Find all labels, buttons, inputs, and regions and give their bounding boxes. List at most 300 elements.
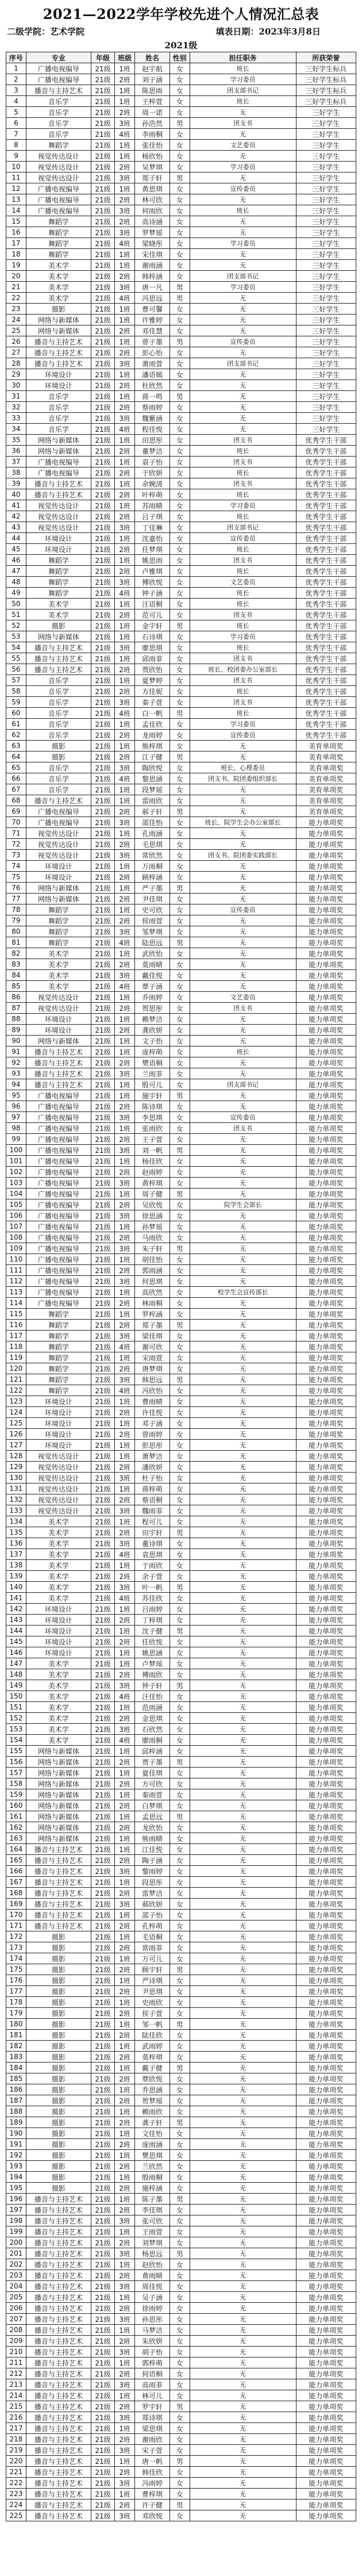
cell-honor: 三好学生 — [296, 282, 356, 293]
cell-class: 2班 — [115, 872, 135, 883]
cell-honor: 能力单项奖 — [296, 2019, 356, 2030]
cell-grade: 21级 — [91, 1385, 114, 1396]
cell-no: 80 — [6, 926, 26, 937]
cell-grade: 21级 — [91, 478, 114, 489]
cell-grade: 21级 — [91, 1101, 114, 1112]
cell-honor: 能力单项奖 — [296, 1636, 356, 1647]
cell-class: 2班 — [115, 467, 135, 478]
cell-no: 104 — [6, 1189, 26, 1199]
cell-honor: 三好学生 — [296, 391, 356, 402]
cell-name: 韩佳欣 — [135, 2467, 170, 2478]
cell-class: 2班 — [115, 74, 135, 85]
cell-class: 3班 — [115, 1068, 135, 1079]
cell-grade: 21级 — [91, 566, 114, 577]
cell-sex: 女 — [170, 1483, 190, 1494]
cell-sex: 女 — [170, 1986, 190, 1997]
cell-no: 92 — [6, 1057, 26, 1068]
table-row — [6, 664, 356, 675]
cell-class: 1班 — [115, 2084, 135, 2095]
cell-name: 叶一帆 — [135, 1582, 170, 1593]
cell-name: 田宇轩 — [135, 1527, 170, 1538]
cell-grade: 21级 — [91, 2489, 114, 2500]
cell-sex: 女 — [170, 1899, 190, 1910]
cell-sex: 女 — [170, 2358, 190, 2368]
cell-sex: 女 — [170, 1953, 190, 1964]
cell-major: 广播电视编导 — [26, 1156, 91, 1167]
column-header-role: 担任职务 — [190, 52, 296, 63]
cell-grade: 21级 — [91, 1844, 114, 1855]
cell-class: 1班 — [115, 315, 135, 325]
table-row — [6, 140, 356, 151]
cell-grade: 21级 — [91, 467, 114, 478]
cell-major: 摄影 — [26, 741, 91, 752]
cell-name: 乔思涵 — [135, 2084, 170, 2095]
cell-no: 99 — [6, 1134, 26, 1145]
cell-class: 2班 — [115, 2095, 135, 2106]
table-row — [6, 992, 356, 1003]
cell-no: 32 — [6, 402, 26, 413]
cell-name: 刘一帆 — [135, 1145, 170, 1156]
cell-class: 2班 — [115, 489, 135, 500]
cell-role: 无 — [190, 2347, 296, 2358]
cell-role: 无 — [190, 1243, 296, 1254]
cell-name: 刘子涵 — [135, 74, 170, 85]
cell-class: 3班 — [115, 522, 135, 533]
cell-class: 2班 — [115, 1757, 135, 1768]
cell-no: 90 — [6, 1036, 26, 1046]
cell-class: 2班 — [115, 1199, 135, 1210]
cell-class: 1班 — [115, 1123, 135, 1134]
table-row — [6, 1735, 356, 1746]
cell-grade: 21级 — [91, 2510, 114, 2521]
cell-no: 217 — [6, 2423, 26, 2434]
cell-sex: 女 — [170, 2041, 190, 2052]
table-row — [6, 1757, 356, 1768]
cell-class: 1班 — [115, 304, 135, 315]
cell-major: 美术学 — [26, 282, 91, 293]
cell-honor: 三好学生标兵 — [296, 63, 356, 74]
cell-sex: 女 — [170, 1199, 190, 1210]
cell-major: 广播电视编导 — [26, 1243, 91, 1254]
cell-role: 无 — [190, 806, 296, 817]
cell-major: 广播电视编导 — [26, 1101, 91, 1112]
column-header-sex: 性别 — [170, 52, 190, 63]
cell-honor: 能力单项奖 — [296, 1757, 356, 1768]
cell-name: 龚子轩 — [135, 2117, 170, 2128]
cell-grade: 21级 — [91, 1560, 114, 1571]
cell-honor: 优秀学生干部 — [296, 610, 356, 620]
cell-no: 188 — [6, 2106, 26, 2117]
cell-no: 212 — [6, 2368, 26, 2379]
cell-no: 67 — [6, 784, 26, 795]
cell-role: 团支书 — [190, 457, 296, 467]
table-row — [6, 1964, 356, 1975]
cell-honor: 能力单项奖 — [296, 904, 356, 915]
table-row — [6, 970, 356, 981]
cell-class: 1班 — [115, 828, 135, 839]
cell-role: 无 — [190, 795, 296, 806]
cell-name: 梁佳琪 — [135, 1331, 170, 1341]
cell-no: 107 — [6, 1221, 26, 1232]
cell-sex: 女 — [170, 1877, 190, 1888]
cell-honor: 能力单项奖 — [296, 1123, 356, 1134]
cell-major: 广播电视编导 — [26, 74, 91, 85]
cell-major: 摄影 — [26, 2106, 91, 2117]
cell-no: 22 — [6, 293, 26, 304]
cell-grade: 21级 — [91, 1964, 114, 1975]
cell-no: 113 — [6, 1287, 26, 1298]
cell-no: 189 — [6, 2117, 26, 2128]
cell-role: 团支书 — [190, 478, 296, 489]
cell-sex: 女 — [170, 2150, 190, 2161]
cell-class: 3班 — [115, 2281, 135, 2292]
table-row — [6, 1713, 356, 1724]
cell-name: 许佳悦 — [135, 1407, 170, 1418]
cell-grade: 21级 — [91, 2019, 114, 2030]
cell-major: 广播电视编导 — [26, 1189, 91, 1199]
cell-major: 舞蹈学 — [26, 140, 91, 151]
table-row — [6, 675, 356, 686]
cell-class: 3班 — [115, 1112, 135, 1123]
cell-grade: 21级 — [91, 2368, 114, 2379]
cell-no: 108 — [6, 1232, 26, 1243]
cell-no: 223 — [6, 2489, 26, 2500]
cell-name: 戴佳悦 — [135, 970, 170, 981]
cell-role: 无 — [190, 1254, 296, 1265]
table-row — [6, 238, 356, 249]
honors-table — [6, 52, 356, 2521]
cell-role: 无 — [190, 2030, 296, 2041]
cell-major: 视觉传达设计 — [26, 522, 91, 533]
cell-grade: 21级 — [91, 1473, 114, 1483]
cell-honor: 能力单项奖 — [296, 1778, 356, 1789]
cell-honor: 能力单项奖 — [296, 839, 356, 850]
cell-sex: 女 — [170, 981, 190, 992]
cell-honor: 能力单项奖 — [296, 1942, 356, 1953]
cell-honor: 能力单项奖 — [296, 2139, 356, 2150]
cell-class: 3班 — [115, 970, 135, 981]
table-row — [6, 227, 356, 238]
cell-no: 192 — [6, 2150, 26, 2161]
cell-role: 无 — [190, 347, 296, 358]
cell-name: 孟思远 — [135, 1811, 170, 1822]
cell-sex: 女 — [170, 2183, 190, 2194]
cell-honor: 能力单项奖 — [296, 2347, 356, 2358]
cell-role: 无 — [190, 1746, 296, 1757]
table-row — [6, 2423, 356, 2434]
cell-no: 69 — [6, 806, 26, 817]
cell-grade: 21级 — [91, 2041, 114, 2052]
table-row — [6, 63, 356, 74]
document-title: 2021—2022学年学校先进个人情况汇总表 — [43, 6, 319, 22]
cell-role: 无 — [190, 172, 296, 183]
cell-grade: 21级 — [91, 85, 114, 96]
table-row — [6, 1604, 356, 1615]
cell-name: 侯雨萱 — [135, 915, 170, 926]
table-row — [6, 118, 356, 129]
cell-honor: 三好学生 — [296, 424, 356, 435]
cell-no: 170 — [6, 1910, 26, 1920]
cell-name: 侯子萱 — [135, 2008, 170, 2019]
cell-sex: 女 — [170, 1538, 190, 1549]
cell-honor: 能力单项奖 — [296, 1811, 356, 1822]
table-row — [6, 2325, 356, 2336]
cell-no: 161 — [6, 1811, 26, 1822]
cell-grade: 21级 — [91, 325, 114, 336]
cell-grade: 21级 — [91, 653, 114, 664]
cell-sex: 男 — [170, 1626, 190, 1636]
cell-class: 1班 — [115, 631, 135, 642]
cell-grade: 21级 — [91, 2358, 114, 2368]
cell-sex: 男 — [170, 172, 190, 183]
cell-sex: 女 — [170, 1167, 190, 1178]
cell-name: 许子健 — [135, 2500, 170, 2510]
table-row — [6, 325, 356, 336]
table-row — [6, 1134, 356, 1145]
table-row — [6, 872, 356, 883]
cell-sex: 女 — [170, 970, 190, 981]
cell-no: 20 — [6, 271, 26, 282]
cell-sex: 男 — [170, 1582, 190, 1593]
cell-major: 摄影 — [26, 2030, 91, 2041]
table-row — [6, 2379, 356, 2390]
cell-honor: 能力单项奖 — [296, 2008, 356, 2019]
cell-role: 班长 — [190, 588, 296, 599]
cell-honor: 能力单项奖 — [296, 861, 356, 872]
cell-role: 无 — [190, 216, 296, 227]
cell-no: 63 — [6, 741, 26, 752]
cell-sex: 男 — [170, 118, 190, 129]
cell-sex: 女 — [170, 457, 190, 467]
cell-class: 2班 — [115, 2008, 135, 2019]
cell-no: 86 — [6, 992, 26, 1003]
cell-major: 视觉传达设计 — [26, 162, 91, 172]
cell-honor: 能力单项奖 — [296, 1582, 356, 1593]
cell-name: 尹佳琪 — [135, 894, 170, 904]
cell-role: 无 — [190, 1298, 296, 1309]
cell-honor: 能力单项奖 — [296, 2489, 356, 2500]
cell-name: 覃子涵 — [135, 981, 170, 992]
cell-grade: 21级 — [91, 2150, 114, 2161]
cell-role: 学习委员 — [190, 282, 296, 293]
cell-honor: 优秀学生干部 — [296, 675, 356, 686]
cell-name: 潘欣妍 — [135, 1462, 170, 1473]
cell-grade: 21级 — [91, 1025, 114, 1036]
cell-class: 1班 — [115, 1046, 135, 1057]
cell-name: 赵雨婷 — [135, 1167, 170, 1178]
cell-no: 173 — [6, 1942, 26, 1953]
cell-grade: 21级 — [91, 1134, 114, 1145]
cell-major: 摄影 — [26, 1942, 91, 1953]
cell-honor: 能力单项奖 — [296, 1571, 356, 1582]
cell-grade: 21级 — [91, 1647, 114, 1658]
cell-class: 2班 — [115, 610, 135, 620]
cell-name: 殷可儿 — [135, 1079, 170, 1090]
cell-class: 1班 — [115, 1658, 135, 1669]
cell-honor: 能力单项奖 — [296, 1145, 356, 1156]
cell-class: 3班 — [115, 1582, 135, 1593]
cell-major: 视觉传达设计 — [26, 1003, 91, 1014]
cell-no: 144 — [6, 1626, 26, 1636]
cell-class: 3班 — [115, 2347, 135, 2358]
table-row — [6, 1669, 356, 1680]
cell-major: 播音与主持艺术 — [26, 2358, 91, 2368]
table-row — [6, 1975, 356, 1986]
cell-no: 155 — [6, 1746, 26, 1757]
cell-name: 熊梓琪 — [135, 741, 170, 752]
cell-name: 于雨欣 — [135, 1560, 170, 1571]
cell-grade: 21级 — [91, 631, 114, 642]
cell-grade: 21级 — [91, 1287, 114, 1298]
cell-name: 任欣悦 — [135, 1636, 170, 1647]
cell-major: 摄影 — [26, 2063, 91, 2073]
cell-no: 193 — [6, 2161, 26, 2172]
cell-class: 2班 — [115, 2368, 135, 2379]
cell-name: 叶梓萌 — [135, 489, 170, 500]
cell-no: 200 — [6, 2237, 26, 2248]
cell-name: 王子萱 — [135, 1134, 170, 1145]
cell-class: 3班 — [115, 1374, 135, 1385]
cell-honor: 优秀学生干部 — [296, 435, 356, 446]
cell-class: 1班 — [115, 1560, 135, 1571]
cell-class: 2班 — [115, 1964, 135, 1975]
table-row — [6, 806, 356, 817]
cell-honor: 优秀学生干部 — [296, 555, 356, 566]
cell-no: 124 — [6, 1407, 26, 1418]
cell-sex: 女 — [170, 140, 190, 151]
table-row — [6, 1986, 356, 1997]
college-label: 二级学院：艺术学院 — [7, 26, 85, 37]
cell-honor: 能力单项奖 — [296, 2500, 356, 2510]
cell-name: 郭梓萌 — [135, 2358, 170, 2368]
cell-major: 播音与主持艺术 — [26, 2336, 91, 2347]
cell-sex: 女 — [170, 915, 190, 926]
cell-honor: 三好学生 — [296, 205, 356, 216]
cell-class: 1班 — [115, 533, 135, 544]
cell-no: 186 — [6, 2084, 26, 2095]
cell-class: 1班 — [115, 653, 135, 664]
cell-grade: 21级 — [91, 1167, 114, 1178]
cell-class: 2班 — [115, 2434, 135, 2445]
cell-major: 环境设计 — [26, 533, 91, 544]
cell-class: 1班 — [115, 1647, 135, 1658]
cell-sex: 男 — [170, 708, 190, 719]
cell-name: 顾宇轩 — [135, 1964, 170, 1975]
cell-no: 208 — [6, 2325, 26, 2336]
cell-name: 庞梓萌 — [135, 1046, 170, 1057]
cell-major: 摄影 — [26, 2019, 91, 2030]
table-row — [6, 1953, 356, 1964]
cell-grade: 21级 — [91, 1626, 114, 1636]
cell-grade: 21级 — [91, 1057, 114, 1068]
cell-no: 181 — [6, 2030, 26, 2041]
cell-honor: 能力单项奖 — [296, 2379, 356, 2390]
cell-honor: 优秀学生干部 — [296, 511, 356, 522]
cell-no: 75 — [6, 872, 26, 883]
cell-honor: 能力单项奖 — [296, 992, 356, 1003]
table-row — [6, 1221, 356, 1232]
cell-role: 无 — [190, 2259, 296, 2270]
cell-honor: 优秀学生干部 — [296, 533, 356, 544]
cell-honor: 三好学生 — [296, 129, 356, 140]
cell-class: 2班 — [115, 1134, 135, 1145]
cell-grade: 21级 — [91, 828, 114, 839]
cell-sex: 女 — [170, 162, 190, 172]
cell-sex: 女 — [170, 1669, 190, 1680]
cell-role: 无 — [190, 741, 296, 752]
cell-role: 无 — [190, 369, 296, 380]
cell-sex: 女 — [170, 249, 190, 260]
table-row — [6, 2489, 356, 2500]
cell-class: 2班 — [115, 1713, 135, 1724]
cell-honor: 能力单项奖 — [296, 1964, 356, 1975]
cell-grade: 21级 — [91, 2325, 114, 2336]
table-row — [6, 926, 356, 937]
cell-sex: 女 — [170, 205, 190, 216]
cell-role: 无 — [190, 1429, 296, 1440]
cell-no: 147 — [6, 1658, 26, 1669]
cell-role: 无 — [190, 2237, 296, 2248]
cell-name: 吴梦琪 — [135, 162, 170, 172]
cell-class: 3班 — [115, 1178, 135, 1189]
cell-role: 无 — [190, 1440, 296, 1451]
cell-name: 周一诺 — [135, 107, 170, 118]
cell-class: 1班 — [115, 1931, 135, 1942]
cell-no: 139 — [6, 1571, 26, 1582]
cell-sex: 女 — [170, 500, 190, 511]
cell-honor: 三好学生 — [296, 347, 356, 358]
cell-sex: 女 — [170, 599, 190, 610]
cell-honor: 能力单项奖 — [296, 2073, 356, 2084]
cell-grade: 21级 — [91, 610, 114, 620]
cell-grade: 21级 — [91, 2237, 114, 2248]
cell-sex: 女 — [170, 2172, 190, 2183]
cell-honor: 能力单项奖 — [296, 1265, 356, 1276]
cell-role: 团支部书记 — [190, 1079, 296, 1090]
cell-class: 1班 — [115, 599, 135, 610]
cell-honor: 能力单项奖 — [296, 1014, 356, 1025]
cell-name: 潘语嫣 — [135, 369, 170, 380]
cell-name: 苏雨晴 — [135, 500, 170, 511]
cell-role: 班长 — [190, 489, 296, 500]
table-row — [6, 260, 356, 271]
cell-name: 石欣然 — [135, 1724, 170, 1735]
cell-honor: 能力单项奖 — [296, 2423, 356, 2434]
cell-no: 153 — [6, 1724, 26, 1735]
cell-role: 无 — [190, 2183, 296, 2194]
cell-no: 115 — [6, 1309, 26, 1320]
cell-honor: 能力单项奖 — [296, 1888, 356, 1899]
cell-class: 1班 — [115, 2358, 135, 2368]
cell-grade: 21级 — [91, 424, 114, 435]
cell-no: 81 — [6, 937, 26, 948]
cell-major: 视觉传达设计 — [26, 151, 91, 162]
cell-major: 舞蹈学 — [26, 1331, 91, 1341]
cell-honor: 能力单项奖 — [296, 828, 356, 839]
cell-role: 无 — [190, 948, 296, 959]
cell-honor: 三好学生 — [296, 107, 356, 118]
cell-no: 215 — [6, 2401, 26, 2412]
cell-grade: 21级 — [91, 1451, 114, 1462]
cell-name: 曹梓琪 — [135, 2489, 170, 2500]
cell-name: 秦子萱 — [135, 697, 170, 708]
cell-class: 4班 — [115, 1593, 135, 1604]
table-row — [6, 1199, 356, 1210]
cell-class: 2班 — [115, 325, 135, 336]
cell-no: 4 — [6, 96, 26, 107]
cell-sex: 女 — [170, 1975, 190, 1986]
cell-class: 2班 — [115, 1429, 135, 1440]
